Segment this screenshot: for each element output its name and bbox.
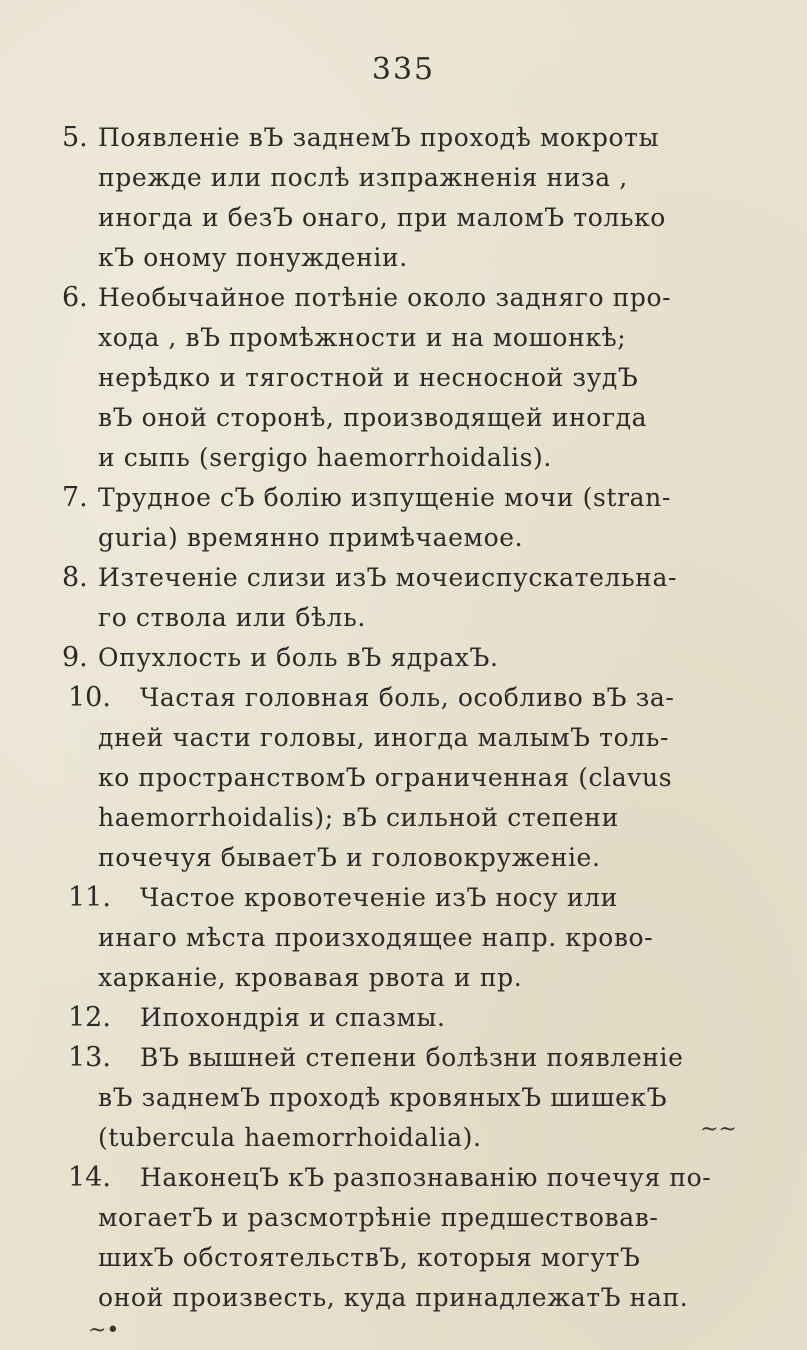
list-item — [0, 118, 807, 278]
text-line: (tubercula haemorrhoidalia). — [98, 1123, 482, 1152]
item-number: 8. — [62, 562, 88, 593]
ink-smudge-mark: ~• — [88, 1318, 120, 1343]
text-line: Необычайное потѣніе около задняго про- — [98, 283, 672, 312]
text-line: шихЪ обстоятельствЪ, которыя могутЪ — [98, 1243, 641, 1272]
text-line: Частое кровотеченіе изЪ носу или — [140, 883, 618, 912]
item-number: 14. — [68, 1162, 111, 1193]
text-line: вЪ оной сторонѣ, производящей иногда — [98, 403, 648, 432]
text-line: ко пространствомЪ ограниченная (clavus — [98, 763, 673, 792]
text-line: инаго мѣста произходящее напр. крово- — [98, 923, 654, 952]
list-item — [0, 558, 807, 638]
text-line: кЪ оному понужденіи. — [98, 243, 408, 272]
list-item — [0, 638, 807, 678]
text-line: haemorrhoidalis); вЪ сильной степени — [98, 803, 619, 832]
list-item — [0, 478, 807, 558]
text-line: ВЪ вышней степени болѣзни появленіе — [140, 1043, 684, 1072]
text-line: почечуя бываетЪ и головокруженіе. — [98, 843, 601, 872]
text-line: го ствола или бѣль. — [98, 603, 366, 632]
text-line: Появленіе вЪ заднемЪ проходѣ мокроты — [98, 123, 660, 152]
item-number: 9. — [62, 642, 88, 673]
page-number: 335 — [371, 52, 436, 87]
list-item — [0, 998, 807, 1038]
text-line: прежде или послѣ изпражненія низа , — [98, 163, 628, 192]
text-line: Трудное сЪ болію изпущеніе мочи (stran- — [98, 483, 671, 512]
item-number: 13. — [68, 1042, 111, 1073]
text-line: вЪ заднемЪ проходѣ кровяныхЪ шишекЪ — [98, 1083, 668, 1112]
text-line: guria) времянно примѣчаемое. — [98, 523, 524, 552]
list-item — [0, 878, 807, 998]
text-line: иногда и безЪ онаго, при маломЪ только — [98, 203, 666, 232]
text-line: Опухлость и боль вЪ ядрахЪ. — [98, 643, 499, 672]
item-number: 5. — [62, 122, 88, 153]
text-line: НаконецЪ кЪ разпознаванію почечуя по- — [140, 1163, 712, 1192]
text-line: дней части головы, иногда малымЪ толь- — [98, 723, 670, 752]
list-item — [0, 1158, 807, 1318]
text-line: могаетЪ и разсмотрѣніе предшествовав- — [98, 1203, 659, 1232]
text-line: харканіе, кровавая рвота и пр. — [98, 963, 523, 992]
text-line: нерѣдко и тягостной и несносной зудЪ — [98, 363, 639, 392]
text-line: Изтеченіе слизи изЪ мочеиспускательна- — [98, 563, 678, 592]
list-item — [0, 678, 807, 878]
item-number: 7. — [62, 482, 88, 513]
item-number: 6. — [62, 282, 88, 313]
list-item — [0, 278, 807, 478]
ink-smudge-mark: ~~ — [700, 1117, 737, 1142]
text-line: и сыпь (sergigo haemorrhoidalis). — [98, 443, 552, 472]
text-line: Ипохондрія и спазмы. — [140, 1003, 446, 1032]
item-number: 12. — [68, 1002, 111, 1033]
item-number: 10. — [68, 682, 111, 713]
list-item — [0, 1038, 807, 1158]
item-number: 11. — [68, 882, 111, 913]
text-line: Частая головная боль, особливо вЪ за- — [140, 683, 675, 712]
text-line: хода , вЪ промѣжности и на мошонкѣ; — [98, 323, 627, 352]
text-line: оной произвесть, куда принадлежатЪ нап. — [98, 1283, 689, 1312]
symptom-list — [0, 118, 807, 1318]
